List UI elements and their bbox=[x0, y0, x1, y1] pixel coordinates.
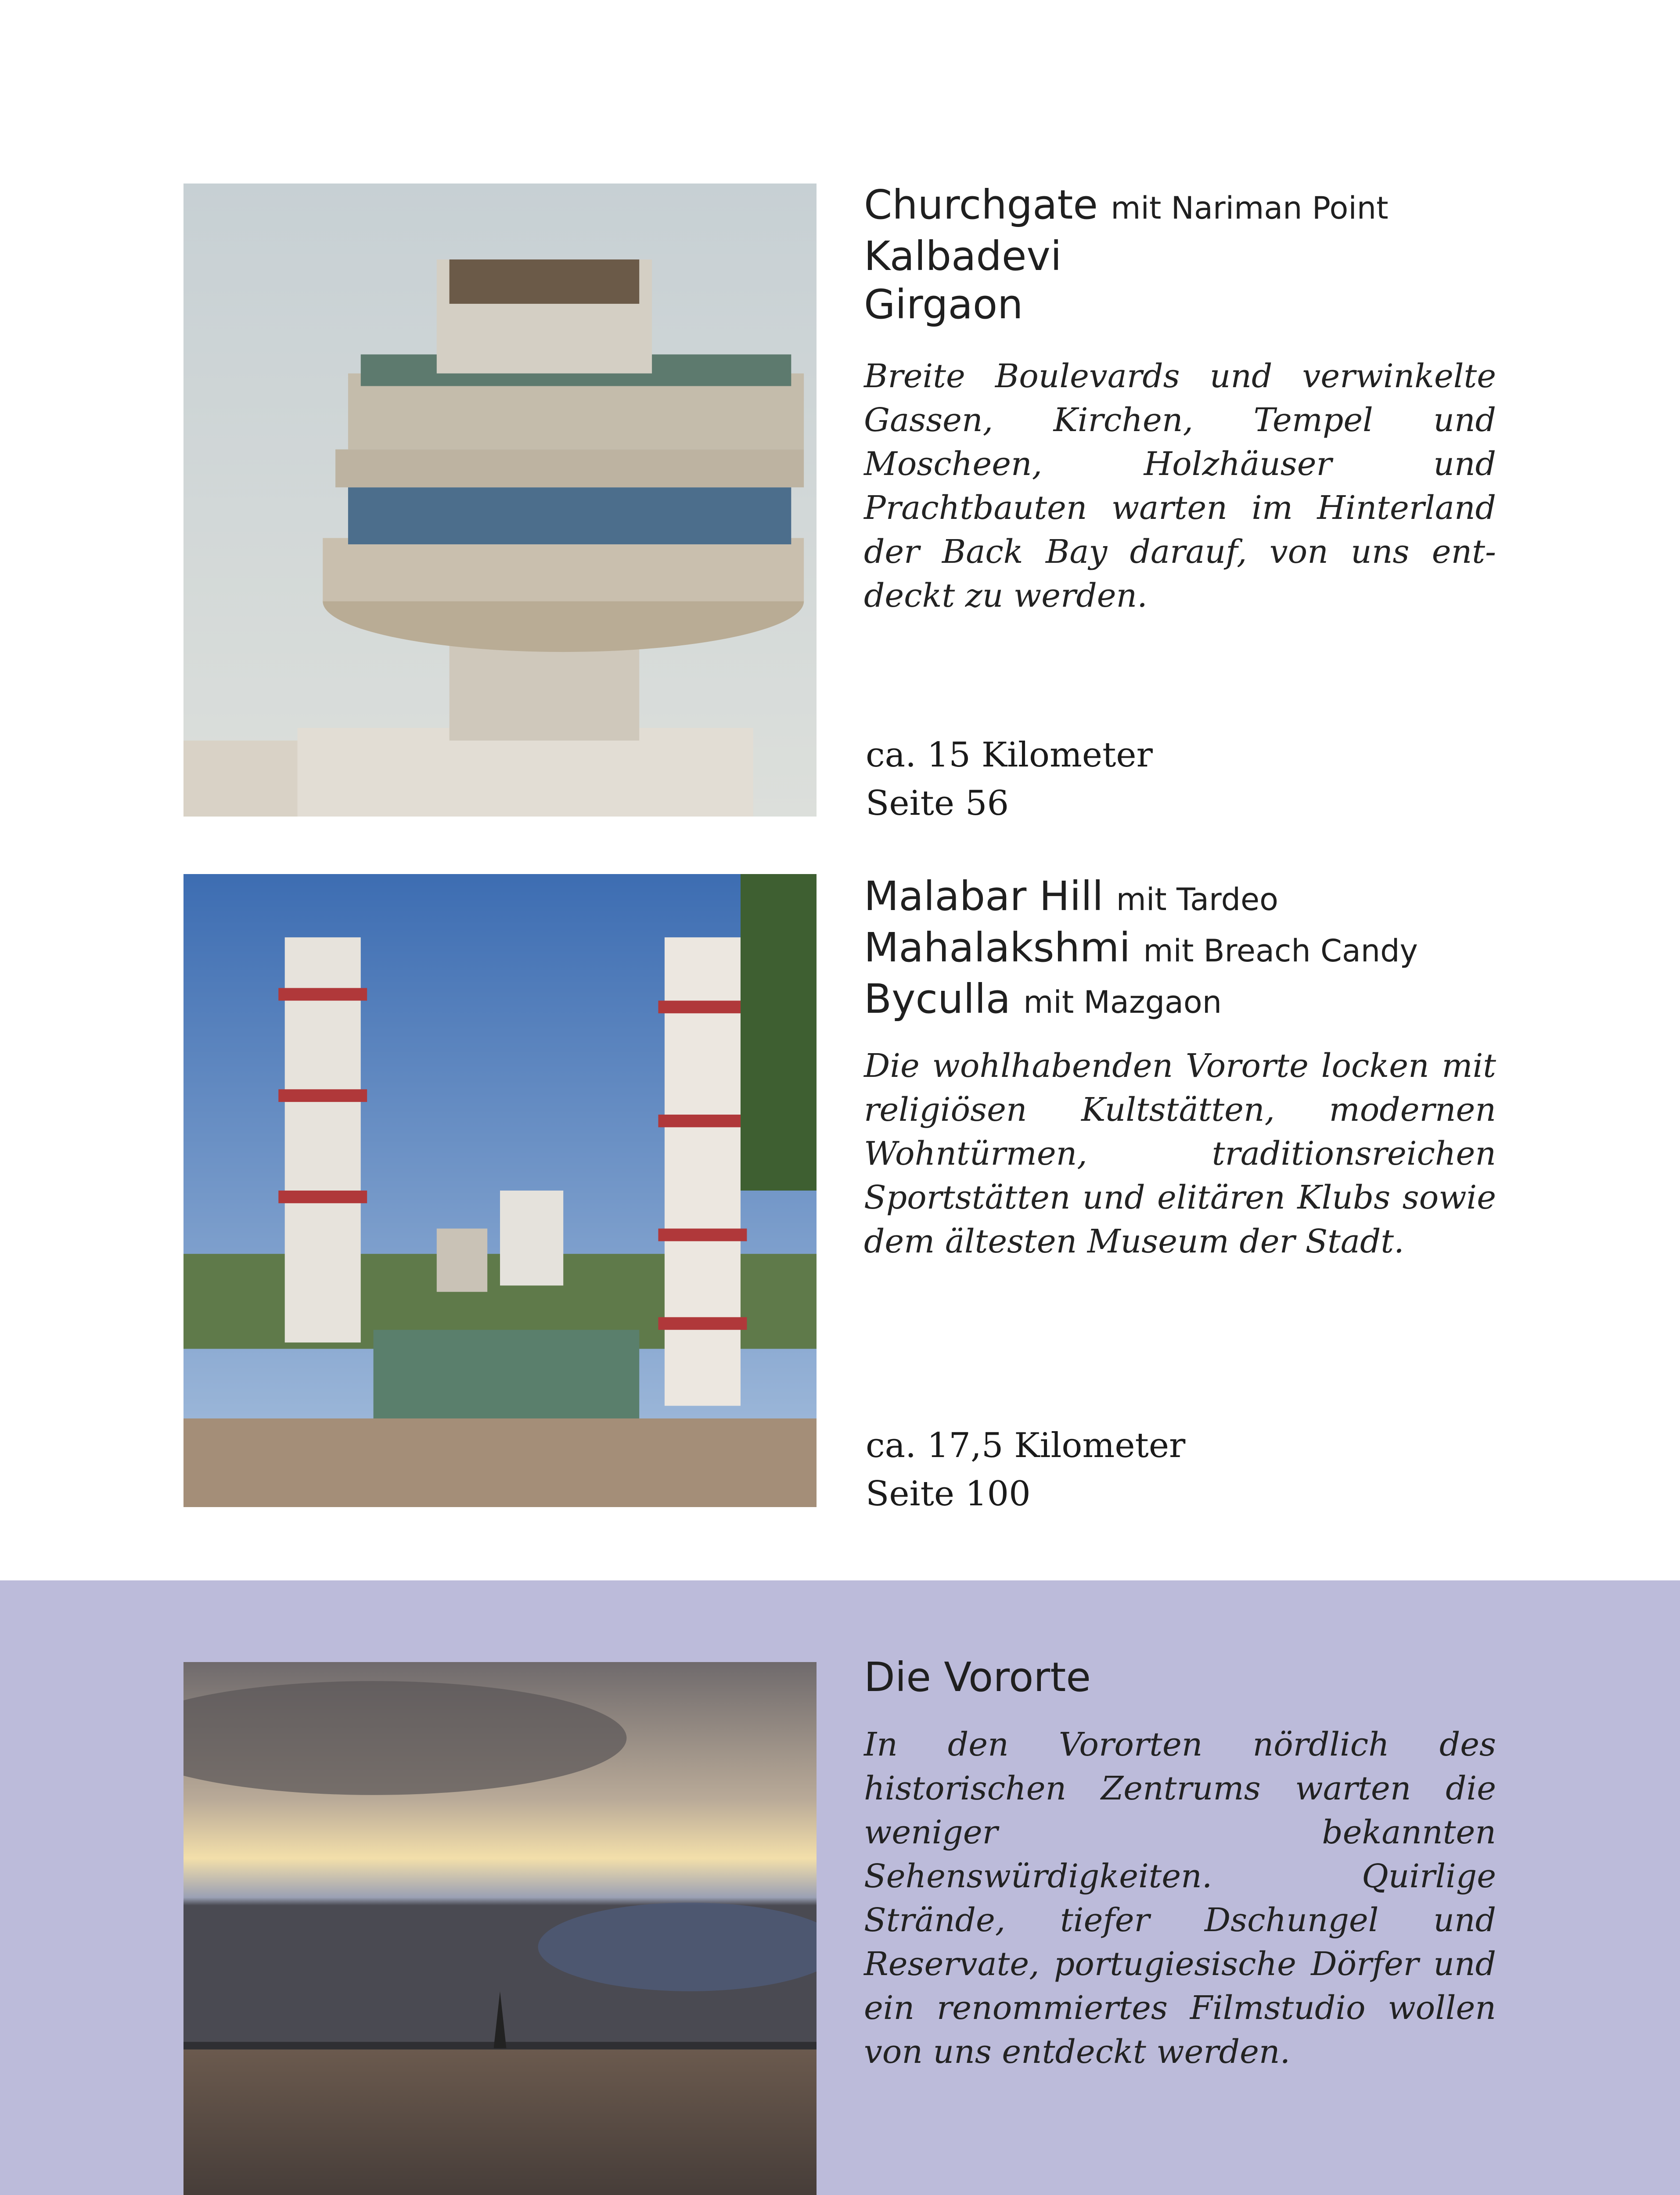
location-subtitle: mit Tardeo bbox=[1116, 882, 1278, 918]
page-reference: Seite 56 bbox=[866, 784, 1009, 823]
distance-label: ca. 15 Kilometer bbox=[866, 735, 1153, 775]
location-title: Kalbadevi bbox=[864, 233, 1062, 280]
location-subtitle: mit Breach Candy bbox=[1143, 933, 1418, 969]
suburbs-description: In den Vororten nördlich des historischen Zentrums warten die weniger bekannten Sehenswürdigkeiten. Quirlige Strände, tiefer Dschungel und Reservate, portugiesische Dörfer und ein renommiertes Filmstudio wollen von uns entdeckt werden. bbox=[864, 1726, 1496, 2071]
location-list bbox=[864, 872, 1496, 1026]
suburbs-section bbox=[0, 1580, 1680, 2195]
temple-tank-photo bbox=[183, 874, 817, 1507]
suburbs-title-wrap bbox=[864, 1653, 1496, 1702]
location-subtitle: mit Mazgaon bbox=[1023, 984, 1222, 1020]
suburbs-title: Die Vororte bbox=[864, 1654, 1091, 1701]
location-title: Malabar Hill mit Tardeo bbox=[864, 873, 1278, 920]
location-description: Breite Boulevards und verwinkelte Gassen, Kirchen, Tempel und Moscheen, Holzhäuser und Prachtbauten warten im Hinterland der Back Bay darauf, von uns entdeckt zu werden. bbox=[864, 357, 1496, 615]
location-title: Byculla mit Mazgaon bbox=[864, 975, 1222, 1022]
location-description: Die wohlhabenden Vororte locken mit religiösen Kultstätten, modernen Wohntürmen, traditionsreichen Sportstätten und elitären Klubs sowie dem ältesten Museum der Stadt. bbox=[864, 1047, 1496, 1260]
location-title: Girgaon bbox=[864, 281, 1023, 328]
distance-label: ca. 17,5 Kilometer bbox=[866, 1426, 1186, 1465]
location-subtitle: mit Nariman Point bbox=[1111, 190, 1389, 226]
page-reference: Seite 100 bbox=[866, 1474, 1031, 1514]
sea-link-sunset-photo bbox=[183, 1662, 817, 2195]
location-title: Churchgate mit Nariman Point bbox=[864, 181, 1389, 228]
location-title: Mahalakshmi mit Breach Candy bbox=[864, 924, 1418, 971]
